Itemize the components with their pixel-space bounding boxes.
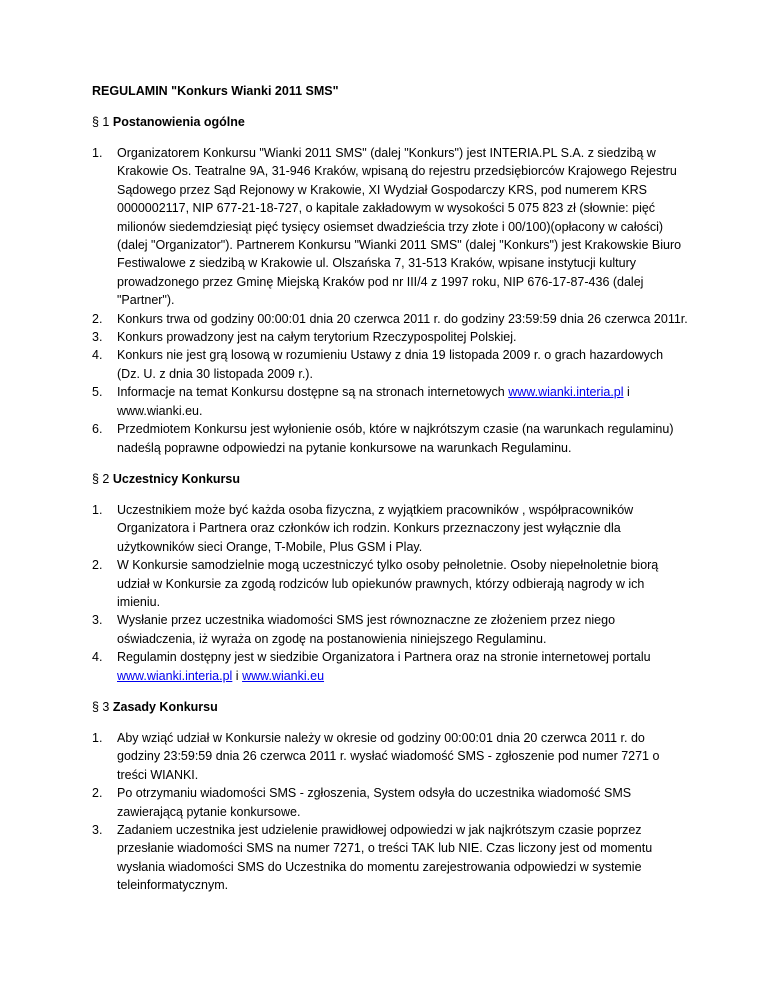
wianki-eu-link[interactable]: www.wianki.eu — [242, 668, 325, 683]
item-number: 2. — [92, 558, 103, 573]
item-number: 5. — [92, 385, 103, 400]
item-number: 2. — [92, 786, 103, 801]
list-item — [92, 556, 688, 611]
list-item — [92, 501, 688, 556]
item-text-mid: i — [232, 668, 243, 683]
item-number: 3. — [92, 330, 103, 345]
item-number: 6. — [92, 422, 103, 437]
section-title: Uczestnicy Konkursu — [112, 471, 240, 486]
item-number: 4. — [92, 348, 103, 363]
section-3-list — [92, 729, 688, 895]
item-number: 1. — [92, 730, 103, 745]
item-text: Regulamin dostępny jest w siedzibie Organizatora i Partnera oraz na stronie internetowej portalu — [117, 650, 651, 665]
item-text: Przedmiotem Konkursu jest wyłonienie osób, które w najkrótszym czasie (na warunkach regulaminu) nadeślą poprawne odpowiedzi na pytanie konkursowe na warunkach Regulaminu. — [117, 422, 674, 455]
section-heading-2 — [92, 471, 688, 487]
item-number: 3. — [92, 613, 103, 628]
section-mark: § 1 — [92, 115, 110, 129]
section-title: Postanowienia ogólne — [112, 115, 245, 129]
item-text: Konkurs nie jest grą losową w rozumieniu Ustawy z dnia 19 listopada 2009 r. o grach hazardowych (Dz. U. z dnia 30 listopada 2009 r.). — [117, 348, 664, 381]
item-number: 1. — [92, 502, 103, 517]
document-title: REGULAMIN "Konkurs Wianki 2011 SMS" — [92, 84, 339, 98]
item-number: 1. — [92, 146, 103, 160]
item-text: Po otrzymaniu wiadomości SMS - zgłoszenia, System odsyła do uczestnika wiadomość SMS zawierającą pytanie konkursowe. — [117, 786, 632, 819]
item-number: 4. — [92, 650, 103, 665]
list-item — [92, 784, 688, 821]
item-text: W Konkursie samodzielnie mogą uczestniczyć tylko osoby pełnoletnie. Osoby niepełnoletnie biorą udział w Konkursie za zgodą rodziców lub opiekunów prawnych, którzy odbierają nagrody w ich imieniu. — [117, 558, 659, 609]
section-mark: § 3 — [92, 699, 110, 714]
item-text: Aby wziąć udział w Konkursie należy w okresie od godziny 00:00:01 dnia 20 czerwca 2011 r. do godziny 23:59:59 dnia 26 czerwca 2011 r. wysłać wiadomość SMS - zgłoszenie pod numer 7271 o treści WIANKI. — [117, 730, 660, 782]
item-text: Konkurs prowadzony jest na całym terytorium Rzeczypospolitej Polskiej. — [117, 330, 517, 345]
item-text: Konkurs trwa od godziny 00:00:01 dnia 20 czerwca 2011 r. do godziny 23:59:59 dnia 26 czerwca 2011r. — [117, 311, 688, 326]
section-heading-3 — [92, 699, 688, 715]
item-text-tail: i www.wianki.eu. — [117, 385, 630, 418]
item-number: 3. — [92, 823, 103, 837]
list-item — [92, 821, 688, 895]
section-1-list — [92, 144, 688, 457]
item-text: Informacje na temat Konkursu dostępne są na stronach internetowych — [117, 385, 509, 400]
wianki-interia-link[interactable]: www.wianki.interia.pl — [117, 668, 233, 683]
list-item — [92, 144, 688, 310]
list-item — [92, 611, 688, 648]
section-heading-1 — [92, 114, 688, 130]
section-mark: § 2 — [92, 471, 110, 486]
list-item — [92, 346, 688, 383]
wianki-interia-link[interactable]: www.wianki.interia.pl — [508, 385, 624, 400]
list-item — [92, 648, 688, 685]
item-text: Uczestnikiem może być każda osoba fizyczna, z wyjątkiem pracowników , współpracowników Organizatora i Partnera oraz członków ich rodzin. Konkurs przeznaczony jest wyłącznie dla użytkowników sieci Orange, T-Mobile, Plus GSM i Play. — [117, 502, 634, 554]
list-item — [92, 729, 688, 784]
list-item — [92, 420, 688, 457]
item-text: Wysłanie przez uczestnika wiadomości SMS jest równoznaczne ze złożeniem przez niego oświadczenia, iż wyraża on zgodę na postanowienia niniejszego Regulaminu. — [117, 613, 616, 646]
list-item — [92, 310, 688, 328]
item-text: Organizatorem Konkursu "Wianki 2011 SMS" (dalej "Konkurs") jest INTERIA.PL S.A. z siedzibą w Krakowie Os. Teatralne 9A, 31-946 Kraków, wpisaną do rejestru przedsiębiorców Krajowego Rejestru Sądowego przez Sąd Rejonowy w Krakowie, XI Wydział Gospodarczy KRS, pod numerem KRS 0000002117, NIP 677-21-18-727, o kapitale zakładowym w wysokości 5 075 823 zł (słownie: pięć milionów siedemdziesiąt pięć tysięcy osiemset dwadzieścia trzy złote i 00/100)(opłacony w całości) (dalej "Organizator"). Partnerem Konkursu "Wianki 2011 SMS" (dalej "Konkurs") jest Krakowskie Biuro Festiwalowe z siedzibą w Krakowie ul. Olszańska 7, 31-513 Kraków, wpisane instytucji kultury prowadzonego przez Gminę Miejską Kraków pod nr III/4 z 1997 roku, NIP 676-17-87-436 (dalej "Partner"). — [117, 146, 682, 308]
item-number: 2. — [92, 311, 103, 326]
section-2-list — [92, 501, 688, 685]
item-text: Zadaniem uczestnika jest udzielenie prawidłowej odpowiedzi w jak najkrótszym czasie poprzez przesłanie wiadomości SMS na numer 7271, o treści TAK lub NIE. Czas liczony jest od momentu wysłania wiadomości SMS do Uczestnika do momentu zarejestrowania odpowiedzi w systemie teleinformatycznym. — [117, 823, 653, 893]
list-item — [92, 383, 688, 420]
list-item — [92, 328, 688, 346]
section-title: Zasady Konkursu — [112, 699, 218, 714]
